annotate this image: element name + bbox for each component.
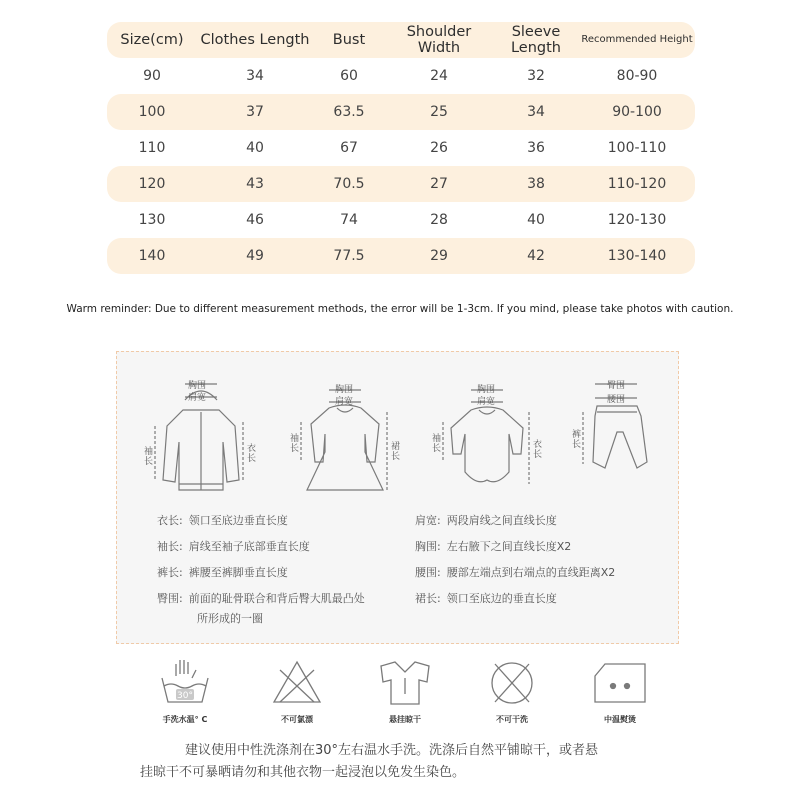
care-label: 悬挂晾干 bbox=[389, 715, 421, 724]
cell-recommended-height: 100-110 bbox=[607, 140, 667, 156]
header-recommended-height: Recommended Height bbox=[581, 34, 693, 45]
hang-dry-icon bbox=[375, 656, 435, 708]
care-label: 不可氯漂 bbox=[281, 715, 313, 724]
cell-clothes-length: 40 bbox=[246, 140, 264, 156]
care-no-bleach bbox=[267, 656, 327, 725]
care-iron-medium bbox=[588, 656, 652, 725]
measurement-guide-panel bbox=[116, 351, 679, 644]
jacket-figure bbox=[139, 372, 257, 497]
cell-sleeve-length: 34 bbox=[527, 104, 545, 120]
header-bust: Bust bbox=[332, 32, 366, 48]
cell-shoulder-width: 27 bbox=[430, 176, 448, 192]
table-row bbox=[107, 94, 695, 130]
cell-recommended-height: 90-100 bbox=[612, 104, 662, 120]
romper-sleeve-label: 袖长 bbox=[432, 434, 442, 454]
dress-shoulder-label: 肩宽 bbox=[335, 397, 354, 407]
cell-clothes-length: 34 bbox=[246, 68, 264, 84]
warm-reminder: Warm reminder: Due to different measurement methods, the error will be 1-3cm. If you mind, please take photos with caution. bbox=[66, 303, 734, 315]
hand-wash-icon bbox=[158, 656, 212, 708]
jacket-sleeve-label: 袖长 bbox=[144, 447, 154, 467]
hand-wash-temp-badge: 30° bbox=[177, 691, 193, 701]
size-table bbox=[107, 22, 695, 274]
table-row bbox=[107, 202, 695, 238]
wash-note-line: 建议使用中性洗涤剂在30°左右温水手洗。洗涤后自然平铺晾干，或者悬 bbox=[185, 743, 599, 758]
definition-text: 领口至底边的垂直长度 bbox=[446, 592, 557, 605]
romper-length-label: 衣长 bbox=[533, 440, 543, 460]
romper-figure bbox=[429, 372, 543, 497]
pants-hip-label: 臀围 bbox=[607, 381, 626, 391]
cell-shoulder-width: 25 bbox=[430, 104, 448, 120]
pants-length-label: 裤长 bbox=[572, 430, 582, 450]
cell-recommended-height: 120-130 bbox=[607, 212, 667, 228]
definition-sleeve-length bbox=[157, 538, 310, 554]
definition-text: 裤腰至裤脚垂直长度 bbox=[188, 566, 288, 579]
wash-note-line: 挂晾干不可暴晒请勿和其他衣物一起浸泡以免发生染色。 bbox=[140, 765, 466, 780]
header-size: Size(cm) bbox=[120, 32, 184, 48]
cell-size: 140 bbox=[138, 248, 166, 264]
cell-sleeve-length: 36 bbox=[527, 140, 545, 156]
cell-clothes-length: 43 bbox=[246, 176, 264, 192]
definition-text: 前面的耻骨联合和背后臀大肌最凸处 bbox=[188, 592, 365, 605]
cell-sleeve-length: 38 bbox=[527, 176, 545, 192]
cell-size: 100 bbox=[138, 104, 166, 120]
dress-chest-label: 胸围 bbox=[335, 385, 354, 395]
cell-sleeve-length: 32 bbox=[527, 68, 545, 84]
definition-text: 腰部左端点到右端点的直线距离X2 bbox=[446, 566, 616, 579]
definition-term: 裙长: bbox=[415, 592, 441, 605]
care-label: 不可干洗 bbox=[496, 715, 528, 724]
dress-length-label: 裙长 bbox=[391, 442, 401, 462]
cell-recommended-height: 80-90 bbox=[616, 68, 658, 84]
definition-term: 肩宽: bbox=[415, 514, 441, 527]
cell-bust: 60 bbox=[340, 68, 358, 84]
definition-chest bbox=[415, 538, 571, 554]
cell-sleeve-length: 40 bbox=[527, 212, 545, 228]
care-label: 中温熨烫 bbox=[604, 715, 636, 724]
definition-term: 腰围: bbox=[415, 566, 441, 579]
definition-text: 左右腋下之间直线长度X2 bbox=[446, 540, 572, 553]
jacket-chest-label: 胸围 bbox=[188, 381, 207, 391]
care-hang-dry bbox=[372, 656, 438, 725]
cell-bust: 63.5 bbox=[333, 104, 365, 120]
cell-shoulder-width: 29 bbox=[430, 248, 448, 264]
dress-figure bbox=[287, 372, 401, 497]
cell-size: 120 bbox=[138, 176, 166, 192]
cell-size: 130 bbox=[138, 212, 166, 228]
definition-term: 胸围: bbox=[415, 540, 441, 553]
definition-text: 领口至底边垂直长度 bbox=[188, 514, 288, 527]
definition-text: 两段肩线之间直线长度 bbox=[446, 514, 557, 527]
definition-shoulder-width bbox=[415, 512, 557, 528]
definition-term: 裤长: bbox=[157, 566, 183, 579]
definition-clothes-length bbox=[157, 512, 288, 528]
no-wash-icon bbox=[485, 656, 539, 708]
table-row bbox=[107, 166, 695, 202]
table-header-row bbox=[107, 22, 695, 58]
definition-term: 衣长: bbox=[157, 514, 183, 527]
header-sleeve-length: Sleeve Length bbox=[510, 24, 561, 56]
definition-hip bbox=[157, 590, 365, 606]
definition-term: 袖长: bbox=[157, 540, 183, 553]
definition-hip-continued: 所形成的一圈 bbox=[197, 612, 263, 625]
jacket-shoulder-label: 肩宽 bbox=[188, 393, 207, 403]
jacket-length-label: 衣长 bbox=[247, 444, 257, 464]
definition-pants-length bbox=[157, 564, 288, 580]
cell-sleeve-length: 42 bbox=[527, 248, 545, 264]
cell-shoulder-width: 24 bbox=[430, 68, 448, 84]
cell-clothes-length: 37 bbox=[246, 104, 264, 120]
cell-size: 90 bbox=[143, 68, 161, 84]
care-no-dry-clean bbox=[482, 656, 542, 725]
table-row bbox=[107, 238, 695, 274]
header-clothes-length: Clothes Length bbox=[200, 32, 310, 48]
cell-bust: 74 bbox=[340, 212, 358, 228]
care-label: 手洗水温° C bbox=[162, 715, 208, 724]
definition-term: 臀围: bbox=[157, 592, 183, 605]
table-row bbox=[107, 130, 695, 166]
cell-size: 110 bbox=[138, 140, 166, 156]
no-bleach-icon bbox=[270, 656, 324, 708]
cell-recommended-height: 130-140 bbox=[607, 248, 667, 264]
table-row bbox=[107, 58, 695, 94]
cell-clothes-length: 46 bbox=[246, 212, 264, 228]
cell-shoulder-width: 26 bbox=[430, 140, 448, 156]
definition-text: 肩线至袖子底部垂直长度 bbox=[188, 540, 310, 553]
definition-waist bbox=[415, 564, 615, 580]
dress-sleeve-label: 袖长 bbox=[290, 434, 300, 454]
cell-recommended-height: 110-120 bbox=[607, 176, 667, 192]
cell-clothes-length: 49 bbox=[246, 248, 264, 264]
romper-shoulder-label: 肩宽 bbox=[477, 397, 496, 407]
pants-waist-label: 腰围 bbox=[607, 395, 626, 405]
care-hand-wash bbox=[150, 656, 220, 725]
wash-instructions bbox=[140, 740, 660, 784]
cell-bust: 70.5 bbox=[333, 176, 365, 192]
iron-medium-icon bbox=[591, 656, 649, 708]
romper-chest-label: 胸围 bbox=[477, 385, 496, 395]
cell-bust: 77.5 bbox=[333, 248, 365, 264]
cell-bust: 67 bbox=[340, 140, 358, 156]
cell-shoulder-width: 28 bbox=[430, 212, 448, 228]
pants-figure bbox=[565, 372, 665, 497]
definition-dress-length bbox=[415, 590, 557, 606]
header-shoulder-width: Shoulder Width bbox=[406, 24, 472, 56]
